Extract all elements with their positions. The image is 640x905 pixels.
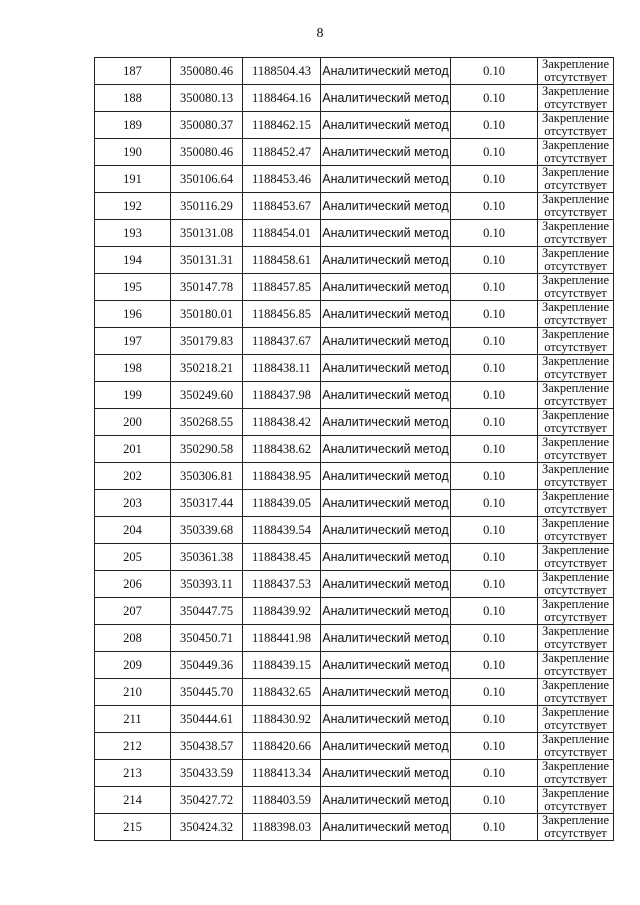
accuracy-cell: 0.10 (451, 58, 538, 85)
table-row (95, 571, 614, 598)
point-number-cell: 215 (95, 814, 171, 841)
table-row (95, 193, 614, 220)
point-number-cell: 208 (95, 625, 171, 652)
method-cell: Аналитический метод (321, 814, 451, 841)
table-row (95, 787, 614, 814)
table-row (95, 652, 614, 679)
method-cell: Аналитический метод (321, 112, 451, 139)
fixation-cell: Закрепление отсутствует (538, 139, 614, 166)
point-number-cell: 197 (95, 328, 171, 355)
table-row (95, 733, 614, 760)
x-coordinate-cell: 350080.13 (171, 85, 243, 112)
method-cell: Аналитический метод (321, 544, 451, 571)
x-coordinate-cell: 350179.83 (171, 328, 243, 355)
y-coordinate-cell: 1188403.59 (243, 787, 321, 814)
method-cell: Аналитический метод (321, 652, 451, 679)
method-cell: Аналитический метод (321, 517, 451, 544)
point-number-cell: 192 (95, 193, 171, 220)
accuracy-cell: 0.10 (451, 193, 538, 220)
point-number-cell: 187 (95, 58, 171, 85)
table-row (95, 382, 614, 409)
y-coordinate-cell: 1188439.15 (243, 652, 321, 679)
x-coordinate-cell: 350427.72 (171, 787, 243, 814)
accuracy-cell: 0.10 (451, 625, 538, 652)
accuracy-cell: 0.10 (451, 787, 538, 814)
point-number-cell: 191 (95, 166, 171, 193)
accuracy-cell: 0.10 (451, 706, 538, 733)
method-cell: Аналитический метод (321, 355, 451, 382)
accuracy-cell: 0.10 (451, 220, 538, 247)
x-coordinate-cell: 350080.46 (171, 58, 243, 85)
accuracy-cell: 0.10 (451, 274, 538, 301)
fixation-cell: Закрепление отсутствует (538, 760, 614, 787)
x-coordinate-cell: 350106.64 (171, 166, 243, 193)
point-number-cell: 204 (95, 517, 171, 544)
x-coordinate-cell: 350080.37 (171, 112, 243, 139)
method-cell: Аналитический метод (321, 436, 451, 463)
y-coordinate-cell: 1188454.01 (243, 220, 321, 247)
point-number-cell: 205 (95, 544, 171, 571)
y-coordinate-cell: 1188420.66 (243, 733, 321, 760)
method-cell: Аналитический метод (321, 598, 451, 625)
y-coordinate-cell: 1188452.47 (243, 139, 321, 166)
accuracy-cell: 0.10 (451, 436, 538, 463)
accuracy-cell: 0.10 (451, 355, 538, 382)
table-row (95, 760, 614, 787)
table-row (95, 706, 614, 733)
fixation-cell: Закрепление отсутствует (538, 409, 614, 436)
table-row (95, 247, 614, 274)
fixation-cell: Закрепление отсутствует (538, 274, 614, 301)
accuracy-cell: 0.10 (451, 733, 538, 760)
fixation-cell: Закрепление отсутствует (538, 598, 614, 625)
table-row (95, 517, 614, 544)
table-row (95, 139, 614, 166)
point-number-cell: 194 (95, 247, 171, 274)
method-cell: Аналитический метод (321, 409, 451, 436)
x-coordinate-cell: 350268.55 (171, 409, 243, 436)
accuracy-cell: 0.10 (451, 517, 538, 544)
fixation-cell: Закрепление отсутствует (538, 679, 614, 706)
table-row (95, 814, 614, 841)
fixation-cell: Закрепление отсутствует (538, 706, 614, 733)
fixation-cell: Закрепление отсутствует (538, 382, 614, 409)
table-row (95, 544, 614, 571)
x-coordinate-cell: 350147.78 (171, 274, 243, 301)
table-row (95, 355, 614, 382)
fixation-cell: Закрепление отсутствует (538, 247, 614, 274)
fixation-cell: Закрепление отсутствует (538, 85, 614, 112)
fixation-cell: Закрепление отсутствует (538, 112, 614, 139)
x-coordinate-cell: 350317.44 (171, 490, 243, 517)
coordinates-table (94, 57, 614, 841)
table-row (95, 679, 614, 706)
method-cell: Аналитический метод (321, 490, 451, 517)
fixation-cell: Закрепление отсутствует (538, 733, 614, 760)
fixation-cell: Закрепление отсутствует (538, 58, 614, 85)
accuracy-cell: 0.10 (451, 382, 538, 409)
y-coordinate-cell: 1188439.92 (243, 598, 321, 625)
table-row (95, 463, 614, 490)
y-coordinate-cell: 1188437.98 (243, 382, 321, 409)
y-coordinate-cell: 1188413.34 (243, 760, 321, 787)
accuracy-cell: 0.10 (451, 328, 538, 355)
coordinates-table-body (95, 58, 614, 841)
fixation-cell: Закрепление отсутствует (538, 301, 614, 328)
x-coordinate-cell: 350131.31 (171, 247, 243, 274)
method-cell: Аналитический метод (321, 679, 451, 706)
point-number-cell: 199 (95, 382, 171, 409)
x-coordinate-cell: 350249.60 (171, 382, 243, 409)
y-coordinate-cell: 1188430.92 (243, 706, 321, 733)
y-coordinate-cell: 1188432.65 (243, 679, 321, 706)
point-number-cell: 210 (95, 679, 171, 706)
y-coordinate-cell: 1188438.62 (243, 436, 321, 463)
x-coordinate-cell: 350361.38 (171, 544, 243, 571)
method-cell: Аналитический метод (321, 706, 451, 733)
point-number-cell: 212 (95, 733, 171, 760)
y-coordinate-cell: 1188437.67 (243, 328, 321, 355)
accuracy-cell: 0.10 (451, 544, 538, 571)
x-coordinate-cell: 350306.81 (171, 463, 243, 490)
x-coordinate-cell: 350424.32 (171, 814, 243, 841)
point-number-cell: 189 (95, 112, 171, 139)
accuracy-cell: 0.10 (451, 409, 538, 436)
x-coordinate-cell: 350444.61 (171, 706, 243, 733)
x-coordinate-cell: 350433.59 (171, 760, 243, 787)
method-cell: Аналитический метод (321, 382, 451, 409)
point-number-cell: 201 (95, 436, 171, 463)
x-coordinate-cell: 350449.36 (171, 652, 243, 679)
fixation-cell: Закрепление отсутствует (538, 463, 614, 490)
fixation-cell: Закрепление отсутствует (538, 166, 614, 193)
point-number-cell: 188 (95, 85, 171, 112)
table-row (95, 598, 614, 625)
y-coordinate-cell: 1188438.45 (243, 544, 321, 571)
method-cell: Аналитический метод (321, 193, 451, 220)
fixation-cell: Закрепление отсутствует (538, 436, 614, 463)
fixation-cell: Закрепление отсутствует (538, 625, 614, 652)
table-row (95, 409, 614, 436)
method-cell: Аналитический метод (321, 220, 451, 247)
y-coordinate-cell: 1188462.15 (243, 112, 321, 139)
y-coordinate-cell: 1188398.03 (243, 814, 321, 841)
method-cell: Аналитический метод (321, 463, 451, 490)
method-cell: Аналитический метод (321, 139, 451, 166)
x-coordinate-cell: 350116.29 (171, 193, 243, 220)
fixation-cell: Закрепление отсутствует (538, 355, 614, 382)
x-coordinate-cell: 350218.21 (171, 355, 243, 382)
table-row (95, 436, 614, 463)
point-number-cell: 206 (95, 571, 171, 598)
point-number-cell: 190 (95, 139, 171, 166)
accuracy-cell: 0.10 (451, 85, 538, 112)
fixation-cell: Закрепление отсутствует (538, 652, 614, 679)
method-cell: Аналитический метод (321, 625, 451, 652)
point-number-cell: 203 (95, 490, 171, 517)
accuracy-cell: 0.10 (451, 463, 538, 490)
y-coordinate-cell: 1188453.67 (243, 193, 321, 220)
method-cell: Аналитический метод (321, 85, 451, 112)
fixation-cell: Закрепление отсутствует (538, 571, 614, 598)
fixation-cell: Закрепление отсутствует (538, 490, 614, 517)
table-row (95, 274, 614, 301)
accuracy-cell: 0.10 (451, 301, 538, 328)
page-number: 8 (316, 26, 324, 41)
y-coordinate-cell: 1188439.54 (243, 517, 321, 544)
table-row (95, 328, 614, 355)
y-coordinate-cell: 1188457.85 (243, 274, 321, 301)
table-row (95, 301, 614, 328)
table-row (95, 85, 614, 112)
x-coordinate-cell: 350080.46 (171, 139, 243, 166)
table-row (95, 625, 614, 652)
x-coordinate-cell: 350393.11 (171, 571, 243, 598)
y-coordinate-cell: 1188456.85 (243, 301, 321, 328)
y-coordinate-cell: 1188439.05 (243, 490, 321, 517)
x-coordinate-cell: 350290.58 (171, 436, 243, 463)
fixation-cell: Закрепление отсутствует (538, 193, 614, 220)
accuracy-cell: 0.10 (451, 247, 538, 274)
y-coordinate-cell: 1188504.43 (243, 58, 321, 85)
accuracy-cell: 0.10 (451, 571, 538, 598)
point-number-cell: 196 (95, 301, 171, 328)
method-cell: Аналитический метод (321, 571, 451, 598)
y-coordinate-cell: 1188438.11 (243, 355, 321, 382)
point-number-cell: 193 (95, 220, 171, 247)
y-coordinate-cell: 1188464.16 (243, 85, 321, 112)
accuracy-cell: 0.10 (451, 112, 538, 139)
x-coordinate-cell: 350131.08 (171, 220, 243, 247)
x-coordinate-cell: 350447.75 (171, 598, 243, 625)
point-number-cell: 198 (95, 355, 171, 382)
point-number-cell: 211 (95, 706, 171, 733)
accuracy-cell: 0.10 (451, 679, 538, 706)
method-cell: Аналитический метод (321, 166, 451, 193)
method-cell: Аналитический метод (321, 733, 451, 760)
accuracy-cell: 0.10 (451, 166, 538, 193)
point-number-cell: 207 (95, 598, 171, 625)
accuracy-cell: 0.10 (451, 652, 538, 679)
method-cell: Аналитический метод (321, 274, 451, 301)
method-cell: Аналитический метод (321, 787, 451, 814)
fixation-cell: Закрепление отсутствует (538, 544, 614, 571)
method-cell: Аналитический метод (321, 58, 451, 85)
table-row (95, 220, 614, 247)
point-number-cell: 214 (95, 787, 171, 814)
method-cell: Аналитический метод (321, 247, 451, 274)
accuracy-cell: 0.10 (451, 760, 538, 787)
point-number-cell: 200 (95, 409, 171, 436)
fixation-cell: Закрепление отсутствует (538, 328, 614, 355)
x-coordinate-cell: 350450.71 (171, 625, 243, 652)
point-number-cell: 209 (95, 652, 171, 679)
method-cell: Аналитический метод (321, 760, 451, 787)
table-row (95, 112, 614, 139)
method-cell: Аналитический метод (321, 328, 451, 355)
accuracy-cell: 0.10 (451, 814, 538, 841)
y-coordinate-cell: 1188438.95 (243, 463, 321, 490)
y-coordinate-cell: 1188438.42 (243, 409, 321, 436)
point-number-cell: 213 (95, 760, 171, 787)
accuracy-cell: 0.10 (451, 598, 538, 625)
point-number-cell: 195 (95, 274, 171, 301)
fixation-cell: Закрепление отсутствует (538, 814, 614, 841)
y-coordinate-cell: 1188458.61 (243, 247, 321, 274)
point-number-cell: 202 (95, 463, 171, 490)
x-coordinate-cell: 350180.01 (171, 301, 243, 328)
y-coordinate-cell: 1188437.53 (243, 571, 321, 598)
table-row (95, 166, 614, 193)
table-row (95, 490, 614, 517)
x-coordinate-cell: 350339.68 (171, 517, 243, 544)
fixation-cell: Закрепление отсутствует (538, 517, 614, 544)
accuracy-cell: 0.10 (451, 490, 538, 517)
x-coordinate-cell: 350438.57 (171, 733, 243, 760)
x-coordinate-cell: 350445.70 (171, 679, 243, 706)
fixation-cell: Закрепление отсутствует (538, 787, 614, 814)
y-coordinate-cell: 1188453.46 (243, 166, 321, 193)
y-coordinate-cell: 1188441.98 (243, 625, 321, 652)
method-cell: Аналитический метод (321, 301, 451, 328)
table-row (95, 58, 614, 85)
fixation-cell: Закрепление отсутствует (538, 220, 614, 247)
accuracy-cell: 0.10 (451, 139, 538, 166)
